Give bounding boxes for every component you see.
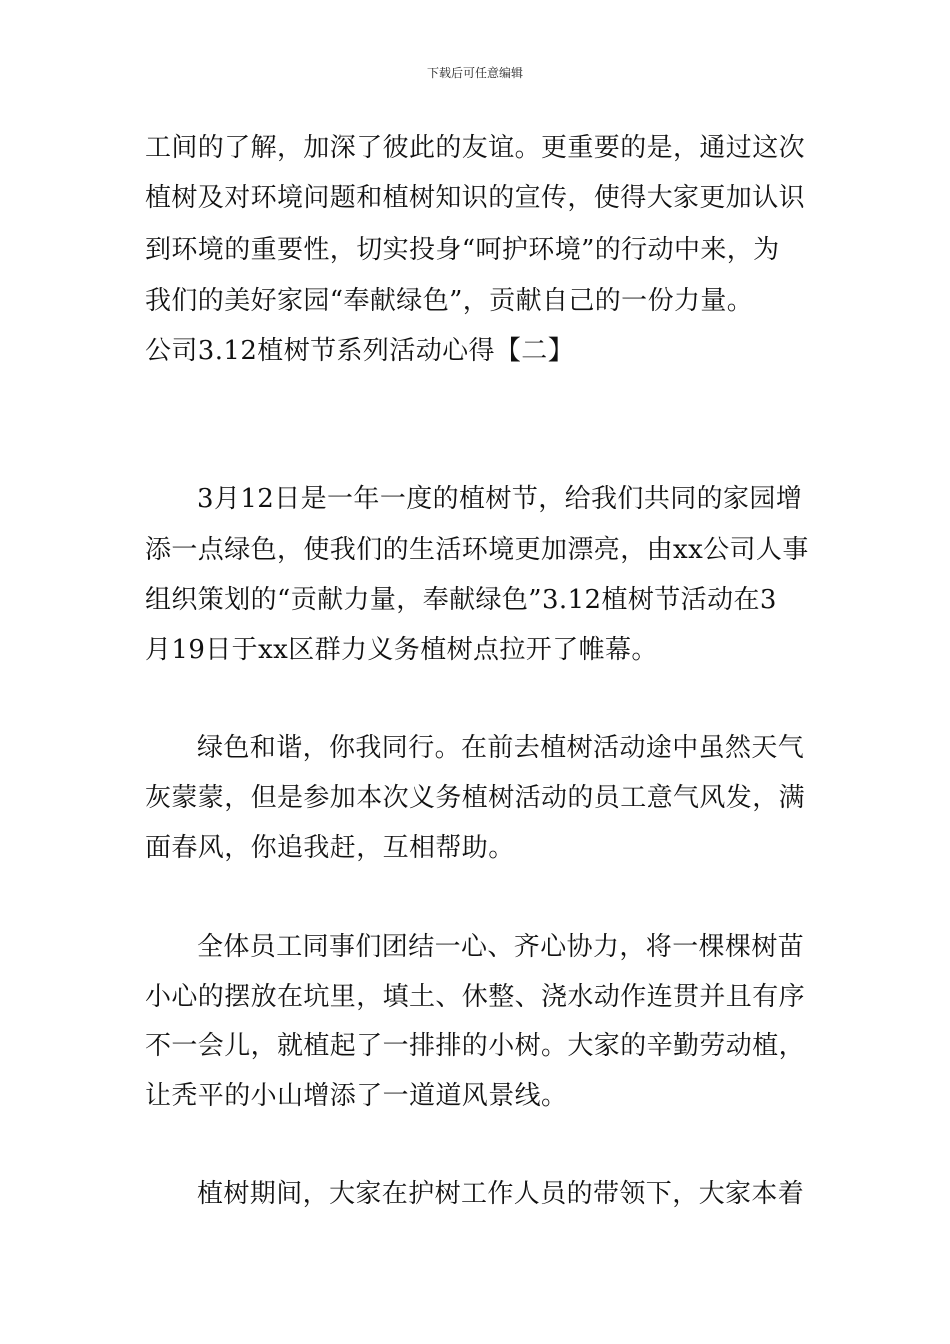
section-heading: 公司3.12植树节系列活动心得【二】 xyxy=(145,336,575,366)
body-line: 我们的美好家园“奉献绿色”，贡献自己的一份力量。 xyxy=(145,286,754,316)
body-line: 组织策划的“贡献力量，奉献绿色”3.12植树节活动在3 xyxy=(145,585,777,615)
body-line: 添一点绿色，使我们的生活环境更加漂亮，由xx公司人事 xyxy=(145,535,809,565)
body-line: 绿色和谐，你我同行。在前去植树活动途中虽然天气 xyxy=(197,733,805,763)
body-line: 植树期间，大家在护树工作人员的带领下，大家本着 xyxy=(197,1179,805,1209)
body-line: 月19日于xx区群力义务植树点拉开了帷幕。 xyxy=(145,635,658,665)
body-line: 3月12日是一年一度的植树节，给我们共同的家园增 xyxy=(197,484,803,514)
body-line: 面春风，你追我赶，互相帮助。 xyxy=(145,833,515,863)
page-header: 下载后可任意编辑 xyxy=(426,66,523,80)
body-line: 工间的了解，加深了彼此的友谊。更重要的是，通过这次 xyxy=(145,133,806,163)
body-line: 不一会儿，就植起了一排排的小树。大家的辛勤劳动植， xyxy=(145,1031,806,1061)
body-line: 全体员工同事们团结一心、齐心协力，将一棵棵树苗 xyxy=(197,932,805,962)
body-line: 小心的摆放在坑里，填土、休整、浇水动作连贯并且有序 xyxy=(145,982,806,1012)
body-line: 到环境的重要性，切实投身“呵护环境”的行动中来，为 xyxy=(145,235,780,265)
body-line: 让秃平的小山增添了一道道风景线。 xyxy=(145,1081,568,1111)
body-line: 植树及对环境问题和植树知识的宣传，使得大家更加认识 xyxy=(145,183,806,213)
body-line: 灰蒙蒙，但是参加本次义务植树活动的员工意气风发，满 xyxy=(145,783,806,813)
